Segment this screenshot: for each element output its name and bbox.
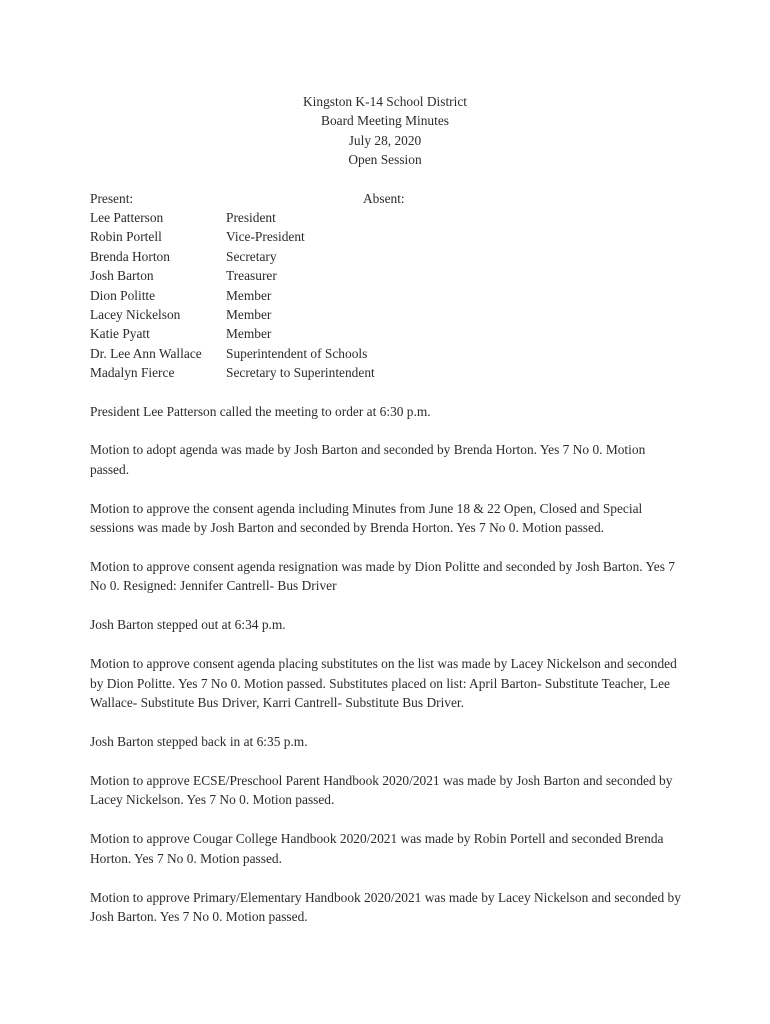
member-name: Josh Barton <box>90 268 154 284</box>
document-title: Board Meeting Minutes <box>321 113 449 129</box>
member-row <box>90 344 690 363</box>
member-role: Member <box>226 326 272 342</box>
member-name: Brenda Horton <box>90 248 170 264</box>
member-role: Secretary to Superintendent <box>226 365 375 381</box>
absent-label: Absent: <box>363 190 405 206</box>
member-row <box>90 324 690 343</box>
minutes-paragraph: Motion to approve consent agenda resignation was made by Dion Politte and seconded by Josh Barton. Yes 7 No 0. Resigned: Jennifer Cantrell- Bus Driver <box>90 559 676 594</box>
member-name: Lee Patterson <box>90 210 164 226</box>
member-row <box>90 266 690 285</box>
meeting-date: July 28, 2020 <box>348 132 422 148</box>
attendance-headings <box>90 189 690 208</box>
attendance-section <box>90 189 690 383</box>
minutes-body <box>90 402 690 927</box>
minutes-paragraph: Motion to approve consent agenda placing substitutes on the list was made by Lacey Nickelson and seconded by Dion Politte. Yes 7 No 0. Motion passed. Substitutes placed on list: April Barton- Substitute Teacher, Lee Wallace- Substitute Bus Driver, Karri Cantrell- Substitute Bus Driver. <box>90 656 677 711</box>
member-role: Treasurer <box>226 268 277 284</box>
member-role: Member <box>226 306 272 322</box>
minutes-paragraph: Josh Barton stepped out at 6:34 p.m. <box>90 617 286 633</box>
member-name: Dion Politte <box>90 287 156 303</box>
document-header <box>90 92 680 170</box>
member-role: President <box>226 210 276 226</box>
member-row <box>90 286 690 305</box>
document-page <box>90 92 690 946</box>
member-row <box>90 208 690 227</box>
present-label: Present: <box>90 190 134 206</box>
member-role: Member <box>226 287 272 303</box>
minutes-paragraph: Motion to approve Primary/Elementary Handbook 2020/2021 was made by Lacey Nickelson and seconded by Josh Barton. Yes 7 No 0. Motion passed. <box>90 889 681 924</box>
minutes-paragraph: Motion to adopt agenda was made by Josh Barton and seconded by Brenda Horton. Yes 7 No 0. Motion passed. <box>90 442 646 477</box>
member-role: Superintendent of Schools <box>226 345 368 361</box>
minutes-paragraph: Motion to approve the consent agenda including Minutes from June 18 & 22 Open, Closed and Special sessions was made by Josh Barton and seconded by Brenda Horton. Yes 7 No 0. Motion passed. <box>90 500 643 536</box>
member-name: Robin Portell <box>90 229 162 245</box>
member-name: Lacey Nickelson <box>90 306 181 322</box>
member-role: Vice-President <box>226 229 305 245</box>
member-row <box>90 247 690 266</box>
member-row <box>90 363 690 382</box>
minutes-paragraph: Josh Barton stepped back in at 6:35 p.m. <box>90 734 308 749</box>
district-name: Kingston K-14 School District <box>302 94 468 109</box>
member-name: Dr. Lee Ann Wallace <box>90 345 202 361</box>
member-name: Katie Pyatt <box>90 326 150 342</box>
member-row <box>90 305 690 324</box>
minutes-paragraph: President Lee Patterson called the meeting to order at 6:30 p.m. <box>90 403 431 419</box>
session-type: Open Session <box>348 152 422 168</box>
minutes-paragraph: Motion to approve Cougar College Handbook 2020/2021 was made by Robin Portell and seconded Brenda Horton. Yes 7 No 0. Motion passed. <box>90 831 664 866</box>
minutes-paragraph: Motion to approve ECSE/Preschool Parent Handbook 2020/2021 was made by Josh Barton and seconded by Lacey Nickelson. Yes 7 No 0. Motion passed. <box>90 772 673 808</box>
member-role: Secretary <box>226 248 277 264</box>
member-name: Madalyn Fierce <box>90 365 175 381</box>
member-row <box>90 227 690 246</box>
